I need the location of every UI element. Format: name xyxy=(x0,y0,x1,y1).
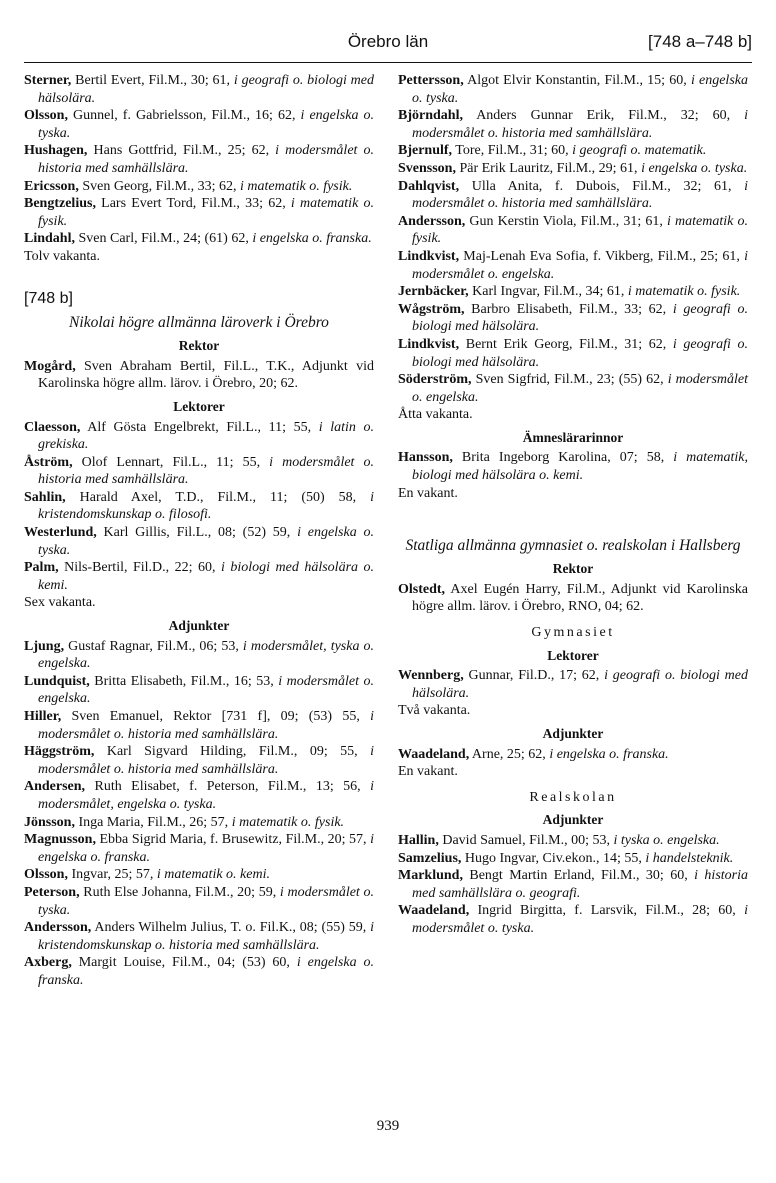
staff-name: Marklund, xyxy=(398,868,463,884)
staff-details: Sven Abraham Bertil, Fil.L., T.K., Adjunkt vid Karolinska högre allm. lärov. i Örebro, 20; 62. xyxy=(38,358,374,392)
staff-subjects: i matematik o. kemi. xyxy=(156,867,270,883)
category-heading: Adjunkter xyxy=(542,812,604,828)
staff-entry xyxy=(398,301,748,336)
staff-details: Ingrid Birgitta, f. Larsvik, Fil.M., 28; 60, xyxy=(469,903,745,919)
staff-name: Björndahl, xyxy=(398,108,463,124)
staff-details: Inga Maria, Fil.M., 26; 57, xyxy=(74,814,232,830)
staff-details: Ruth Elisabet, f. Peterson, Fil.M., 13; 56, xyxy=(85,779,371,795)
staff-details: Lars Evert Tord, Fil.M., 33; 62, xyxy=(95,196,291,212)
staff-subjects: i latin o. grekiska. xyxy=(38,419,374,453)
staff-name: Ericsson, xyxy=(24,178,79,194)
staff-name: Andersson, xyxy=(24,920,92,936)
staff-details: Sven Carl, Fil.M., 24; (61) 62, xyxy=(74,231,253,247)
staff-name: Lindahl, xyxy=(24,231,75,247)
header-rule xyxy=(24,62,752,63)
vacancy-note: Åtta vakanta. xyxy=(398,407,473,423)
school-name: Statliga allmänna gymnasiet o. realskolan i Hallsberg xyxy=(405,537,741,555)
staff-entry xyxy=(24,638,374,673)
entry-list xyxy=(398,72,748,406)
staff-entry xyxy=(398,213,748,248)
category-heading: Lektorer xyxy=(173,398,225,414)
entry-list xyxy=(398,667,748,702)
staff-details: Karl Gillis, Fil.L., 08; (52) 59, xyxy=(96,525,298,541)
staff-name: Magnusson, xyxy=(24,832,96,848)
staff-details: Olof Lennart, Fil.L., 11; 55, xyxy=(72,454,270,470)
staff-subjects: i modersmålet o. tyska. xyxy=(38,884,374,918)
left-column xyxy=(24,72,374,990)
staff-name: Wågström, xyxy=(398,301,465,317)
staff-entry xyxy=(24,230,374,248)
staff-name: Pettersson, xyxy=(398,73,464,88)
staff-subjects: i engelska o. tyska. xyxy=(641,160,748,176)
staff-name: Åström, xyxy=(24,454,73,470)
staff-subjects: i matematik o. fysik. xyxy=(627,284,741,300)
staff-subjects: i modersmålet o. tyska. xyxy=(412,903,748,936)
staff-subjects: i modersmålet o. historia med samhällslära. xyxy=(38,709,374,742)
staff-entry xyxy=(24,195,374,230)
staff-name: Lindkvist, xyxy=(398,336,460,352)
staff-subjects: i modersmålet o. historia med samhällslära. xyxy=(38,744,374,777)
staff-subjects: i engelska o. franska. xyxy=(549,746,669,762)
staff-entry xyxy=(24,954,374,989)
entry-list xyxy=(24,638,374,990)
staff-entry xyxy=(24,419,374,454)
staff-subjects: i geografi o. biologi med hälsolära. xyxy=(412,336,748,370)
category-heading: Adjunkter xyxy=(542,726,604,741)
staff-subjects: i geografi o. biologi med hälsolära. xyxy=(38,73,374,106)
staff-subjects: i biologi med hälsolära o. kemi. xyxy=(38,560,375,593)
staff-name: Sahlin, xyxy=(24,489,66,505)
staff-details: Karl Sigvard Hilding, Fil.M., 09; 55, xyxy=(94,744,371,760)
staff-subjects: i modersmålet o. historia med samhällslära. xyxy=(412,178,748,212)
staff-name: Olsson, xyxy=(24,867,68,883)
staff-subjects: i modersmålet, tyska o. engelska. xyxy=(38,638,374,672)
vacancy-note: En vakant. xyxy=(398,485,458,501)
staff-name: Palm, xyxy=(24,560,59,576)
vacancy-note: Sex vakanta. xyxy=(24,595,96,611)
staff-name: Dahlqvist, xyxy=(398,178,460,194)
staff-entry xyxy=(24,142,374,177)
staff-name: Wennberg, xyxy=(398,668,464,684)
staff-details: Bernt Erik Georg, Fil.M., 31; 62, xyxy=(459,336,673,352)
subsection-heading: Realskolan xyxy=(529,789,617,805)
staff-subjects: i historia med samhällslära o. geografi. xyxy=(412,868,748,901)
staff-name: Hansson, xyxy=(398,450,453,466)
staff-name: Waadeland, xyxy=(398,746,470,762)
staff-name: Ljung, xyxy=(24,638,65,654)
staff-name: Svensson, xyxy=(398,160,456,176)
staff-entry xyxy=(398,581,748,616)
staff-subjects: i modersmålet o. historia med samhällslära. xyxy=(412,108,748,141)
staff-details: Anders Gunnar Erik, Fil.M., 32; 60, xyxy=(462,108,745,124)
staff-subjects: i tyska o. engelska. xyxy=(613,832,720,848)
staff-subjects: i engelska o. franska. xyxy=(38,955,374,988)
staff-details: Karl Ingvar, Fil.M., 34; 61, xyxy=(468,284,628,300)
staff-entry xyxy=(24,673,374,708)
staff-subjects: i kristendomskunskap o. filosofi. xyxy=(38,489,374,523)
staff-name: Bjernulf, xyxy=(398,143,453,159)
entry-list xyxy=(24,419,374,595)
staff-details: Nils-Bertil, Fil.D., 22; 60, xyxy=(58,560,221,576)
staff-entry xyxy=(398,832,748,850)
staff-subjects: i geografi o. matematik. xyxy=(572,143,707,159)
staff-name: Bengtzelius, xyxy=(24,196,96,212)
section-range: [748 a–748 b] xyxy=(648,32,752,51)
staff-entry xyxy=(24,489,374,524)
subsection-heading: Gymnasiet xyxy=(531,625,615,641)
staff-subjects: i modersmålet o. engelska. xyxy=(412,372,748,405)
staff-entry xyxy=(398,746,748,764)
staff-name: Hushagen, xyxy=(24,143,88,159)
staff-subjects: i kristendomskunskap o. historia med samhällslära. xyxy=(38,920,374,953)
staff-entry xyxy=(24,178,374,196)
category-heading: Ämneslärarinnor xyxy=(522,429,624,445)
staff-entry xyxy=(398,371,748,406)
staff-details: Anders Wilhelm Julius, T. o. Fil.K., 08; (55) 59, xyxy=(91,920,371,936)
category-heading: Rektor xyxy=(178,338,220,354)
staff-name: Andersson, xyxy=(398,213,466,229)
staff-details: Bertil Evert, Fil.M., 30; 61, xyxy=(71,73,234,88)
staff-details: Gustaf Ragnar, Fil.M., 06; 53, xyxy=(64,638,243,654)
staff-details: Brita Ingeborg Karolina, 07; 58, xyxy=(452,450,674,466)
staff-name: Olsson, xyxy=(24,108,68,124)
staff-subjects: i engelska o. tyska. xyxy=(412,73,748,106)
staff-name: Sterner, xyxy=(24,73,72,88)
staff-entry xyxy=(398,902,748,937)
staff-details: Ebba Sigrid Maria, f. Brusewitz, Fil.M., 20; 57, xyxy=(95,832,371,848)
staff-subjects: i handelsteknik. xyxy=(645,850,734,866)
staff-details: Gun Kerstin Viola, Fil.M., 31; 61, xyxy=(465,213,667,229)
staff-entry xyxy=(398,142,748,160)
staff-name: Häggström, xyxy=(24,744,95,760)
staff-entry xyxy=(24,107,374,142)
staff-subjects: i matematik, biologi med hälsolära o. kemi. xyxy=(412,450,748,484)
staff-name: Claesson, xyxy=(24,419,81,435)
staff-entry xyxy=(24,831,374,866)
staff-details: Sven Emanuel, Rektor [731 f], 09; (53) 55, xyxy=(61,709,371,724)
staff-name: Peterson, xyxy=(24,884,80,900)
staff-entry xyxy=(398,850,748,868)
staff-subjects: i matematik o. fysik. xyxy=(412,213,748,247)
staff-details: Ulla Anita, f. Dubois, Fil.M., 32; 61, xyxy=(459,178,745,194)
vacancy-note: Två vakanta. xyxy=(398,703,471,719)
staff-details: Algot Elvir Konstantin, Fil.M., 15; 60, xyxy=(463,73,691,88)
entry-list xyxy=(398,581,748,616)
staff-name: Lundquist, xyxy=(24,673,90,689)
staff-details: Sven Georg, Fil.M., 33; 62, xyxy=(78,178,240,194)
staff-entry xyxy=(24,743,374,778)
staff-name: Jönsson, xyxy=(24,814,75,830)
staff-entry xyxy=(398,336,748,371)
staff-subjects: i modersmålet o. engelska. xyxy=(38,673,374,707)
staff-details: Maj-Lenah Eva Sofia, f. Vikberg, Fil.M., 25; 61, xyxy=(459,248,745,264)
staff-details: Tore, Fil.M., 31; 60, xyxy=(452,143,573,159)
vacancy-note: Tolv vakanta. xyxy=(24,248,100,264)
staff-subjects: i geografi o. biologi med hälsolära. xyxy=(412,301,748,335)
staff-name: Söderström, xyxy=(398,372,472,388)
staff-subjects: i modersmålet o. engelska. xyxy=(412,248,748,282)
page-header xyxy=(24,32,752,56)
category-heading: Rektor xyxy=(552,561,594,577)
staff-details: Gunnel, f. Gabrielsson, Fil.M., 16; 62, xyxy=(67,108,301,124)
staff-entry xyxy=(398,283,748,301)
staff-details: Sven Sigfrid, Fil.M., 23; (55) 62, xyxy=(471,372,668,388)
staff-entry xyxy=(24,814,374,832)
staff-name: Hiller, xyxy=(24,709,62,724)
vacancy-note: En vakant. xyxy=(398,764,458,780)
staff-details: Gunnar, Fil.D., 17; 62, xyxy=(463,668,605,684)
staff-name: Lindkvist, xyxy=(398,248,460,264)
staff-entry xyxy=(398,449,748,484)
staff-subjects: i modersmålet, engelska o. tyska. xyxy=(38,779,374,812)
staff-details: Ingvar, 25; 57, xyxy=(67,867,157,883)
staff-details: David Samuel, Fil.M., 00; 53, xyxy=(438,832,614,848)
entry-list xyxy=(398,832,748,938)
staff-name: Waadeland, xyxy=(398,903,470,919)
staff-details: Hugo Ingvar, Civ.ekon., 14; 55, xyxy=(461,850,646,866)
staff-name: Samzelius, xyxy=(398,850,462,866)
staff-subjects: i matematik o. fysik. xyxy=(231,814,345,830)
staff-entry xyxy=(398,667,748,702)
staff-details: Axel Eugén Harry, Fil.M., Adjunkt vid Karolinska högre allm. lärov. i Örebro, RNO, 04; 62. xyxy=(412,581,748,615)
staff-entry xyxy=(24,72,374,107)
entry-list xyxy=(24,72,374,248)
staff-entry xyxy=(398,867,748,902)
staff-entry xyxy=(24,454,374,489)
staff-name: Olstedt, xyxy=(398,581,446,597)
staff-details: Barbro Elisabeth, Fil.M., 33; 62, xyxy=(464,301,673,317)
staff-details: Pär Erik Lauritz, Fil.M., 29; 61, xyxy=(455,160,642,176)
staff-subjects: i engelska o. tyska. xyxy=(38,108,374,141)
staff-name: Westerlund, xyxy=(24,525,97,541)
staff-details: Harald Axel, T.D., Fil.M., 11; (50) 58, xyxy=(65,489,371,505)
staff-details: Alf Gösta Engelbrekt, Fil.L., 11; 55, xyxy=(80,419,319,435)
page-number: 939 xyxy=(376,1118,400,1134)
staff-subjects: i engelska o. franska. xyxy=(38,832,374,865)
staff-entry xyxy=(24,358,374,393)
staff-entry xyxy=(398,107,748,142)
right-column xyxy=(398,72,748,938)
staff-name: Andersen, xyxy=(24,779,86,795)
staff-entry xyxy=(24,866,374,884)
staff-name: Mogård, xyxy=(24,358,76,374)
staff-name: Jernbäcker, xyxy=(398,284,469,300)
staff-entry xyxy=(24,919,374,954)
entry-list xyxy=(398,746,748,764)
staff-entry xyxy=(398,178,748,213)
category-heading: Adjunkter xyxy=(168,618,230,634)
staff-entry xyxy=(24,559,374,594)
entry-list xyxy=(24,358,374,393)
staff-details: Britta Elisabeth, Fil.M., 16; 53, xyxy=(89,673,279,689)
staff-entry xyxy=(24,884,374,919)
staff-entry xyxy=(398,72,748,107)
staff-subjects: i engelska o. franska. xyxy=(252,231,372,247)
staff-subjects: i modersmålet o. historia med samhällslära. xyxy=(38,454,374,488)
staff-name: Hallin, xyxy=(398,832,439,848)
staff-details: Arne, 25; 62, xyxy=(469,746,550,762)
staff-subjects: i geografi o. biologi med hälsolära. xyxy=(412,668,749,701)
staff-entry xyxy=(398,248,748,283)
staff-details: Ruth Else Johanna, Fil.M., 20; 59, xyxy=(79,884,280,900)
staff-entry xyxy=(24,708,374,743)
staff-subjects: i matematik o. fysik. xyxy=(38,196,374,229)
entry-list xyxy=(398,449,748,484)
staff-entry xyxy=(24,778,374,813)
section-code: [748 b] xyxy=(24,289,73,307)
staff-entry xyxy=(398,160,748,178)
category-heading: Lektorer xyxy=(547,647,599,663)
page-title: Örebro län xyxy=(347,32,429,51)
staff-entry xyxy=(24,524,374,559)
staff-details: Margit Louise, Fil.M., 04; (53) 60, xyxy=(71,955,297,971)
staff-name: Axberg, xyxy=(24,955,72,971)
staff-subjects: i modersmålet o. historia med samhällslära. xyxy=(38,143,374,176)
staff-subjects: i engelska o. tyska. xyxy=(38,525,375,558)
staff-details: Hans Gottfrid, Fil.M., 25; 62, xyxy=(87,143,276,159)
staff-subjects: i matematik o. fysik. xyxy=(239,178,353,194)
school-name: Nikolai högre allmänna läroverk i Örebro xyxy=(69,314,329,332)
staff-details: Bengt Martin Erland, Fil.M., 30; 60, xyxy=(462,868,695,884)
